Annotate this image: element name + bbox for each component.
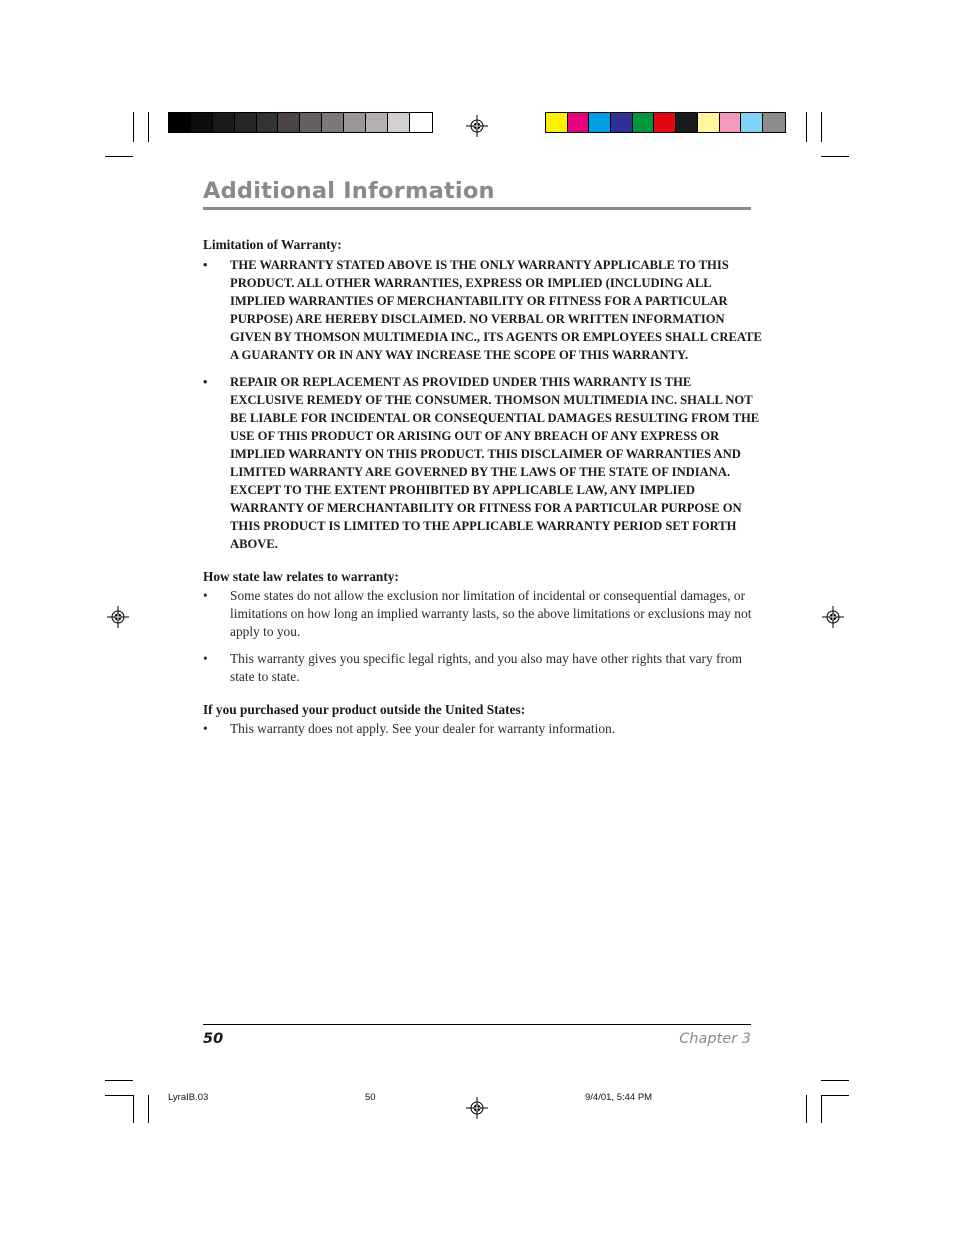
- bullet: •: [203, 651, 208, 666]
- crop-mark: [806, 1095, 807, 1123]
- color-swatch: [300, 113, 322, 132]
- crop-mark: [105, 1095, 133, 1096]
- color-swatch: [720, 113, 742, 132]
- bullet: •: [203, 588, 208, 603]
- crop-mark: [821, 1095, 849, 1096]
- crop-mark: [821, 1080, 849, 1081]
- crop-mark: [148, 1095, 149, 1123]
- color-swatch-bar: [545, 112, 786, 133]
- color-swatch: [568, 113, 590, 132]
- color-swatch: [366, 113, 388, 132]
- color-swatch: [698, 113, 720, 132]
- color-swatch: [410, 113, 432, 132]
- crop-mark: [821, 156, 849, 157]
- list-item: [203, 587, 763, 641]
- crop-mark: [133, 112, 134, 142]
- color-swatch: [741, 113, 763, 132]
- page-number: 50: [203, 1031, 224, 1047]
- color-swatch: [257, 113, 279, 132]
- color-swatch: [654, 113, 676, 132]
- color-swatch: [235, 113, 257, 132]
- color-swatch: [213, 113, 235, 132]
- gray-swatch-bar: [168, 112, 433, 133]
- crop-mark: [148, 112, 149, 142]
- footer-rule: [203, 1024, 751, 1025]
- crop-mark: [133, 1095, 134, 1123]
- color-swatch: [322, 113, 344, 132]
- color-swatch: [546, 113, 568, 132]
- crop-mark: [806, 112, 807, 142]
- title-rule: [203, 207, 751, 210]
- crop-mark: [105, 156, 133, 157]
- color-swatch: [611, 113, 633, 132]
- list-item-text: THE WARRANTY STATED ABOVE IS THE ONLY WARRANTY APPLICABLE TO THIS PRODUCT. ALL OTHER WARRANTIES, EXPRESS OR IMPLIED (INCLUDING ALL IMPLIED WARRANTIES OF MERCHANTABILITY OR FITNESS FOR A PARTICULAR PURPOSE) ARE HEREBY DISCLAIMED. NO VERBAL OR WRITTEN INFORMATION GIVEN BY THOMSON MULTIMEDIA INC., ITS AGENTS OR EMPLOYEES SHALL CREATE A GUARANTY OR IN ANY WAY INCREASE THE SCOPE OF THIS WARRANTY.: [230, 258, 762, 362]
- registration-mark-icon: [466, 1097, 488, 1119]
- crop-mark: [821, 112, 822, 142]
- slug-timestamp: 9/4/01, 5:44 PM: [585, 1092, 653, 1103]
- slug-file: LyraIB.03: [168, 1092, 209, 1103]
- crop-mark: [821, 1095, 822, 1123]
- color-swatch: [763, 113, 785, 132]
- color-swatch: [169, 113, 191, 132]
- chapter-label: Chapter 3: [679, 1031, 751, 1047]
- color-swatch: [278, 113, 300, 132]
- list-item: [203, 256, 763, 364]
- section-heading-limitation: Limitation of Warranty:: [203, 237, 342, 252]
- page-title: Additional Information: [203, 178, 495, 204]
- registration-mark-icon: [107, 606, 129, 628]
- list-item: [203, 373, 763, 553]
- bullet: •: [203, 258, 208, 272]
- list-item-text: This warranty gives you specific legal rights, and you also may have other rights that vary from state to state.: [230, 651, 743, 684]
- color-swatch: [676, 113, 698, 132]
- list-item: [203, 650, 763, 686]
- registration-mark-icon: [822, 606, 844, 628]
- color-swatch: [344, 113, 366, 132]
- crop-mark: [105, 1080, 133, 1081]
- limitation-list: [203, 256, 763, 553]
- color-swatch: [589, 113, 611, 132]
- list-item-text: REPAIR OR REPLACEMENT AS PROVIDED UNDER THIS WARRANTY IS THE EXCLUSIVE REMEDY OF THE CONSUMER. THOMSON MULTIMEDIA INC. SHALL NOT BE LIABLE FOR INCIDENTAL OR CONSEQUENTIAL DAMAGES RESULTING FROM THE USE OF THIS PRODUCT OR ARISING OUT OF ANY BREACH OF ANY EXPRESS OR IMPLIED WARRANTY ON THIS PRODUCT. THIS DISCLAIMER OF WARRANTIES AND LIMITED WARRANTY ARE GOVERNED BY THE LAWS OF THE STATE OF INDIANA. EXCEPT TO THE EXTENT PROHIBITED BY APPLICABLE LAW, ANY IMPLIED WARRANTY OF MERCHANTABILITY OR FITNESS FOR A PARTICULAR PURPOSE ON THIS PRODUCT IS LIMITED TO THE APPLICABLE WARRANTY PERIOD SET FORTH ABOVE.: [230, 375, 760, 551]
- section-heading-state-law: How state law relates to warranty:: [203, 569, 399, 584]
- color-swatch: [633, 113, 655, 132]
- bullet: •: [203, 375, 208, 389]
- bullet: •: [203, 721, 208, 736]
- section-heading-outside-us: If you purchased your product outside the United States:: [203, 702, 526, 717]
- slug-page: 50: [365, 1092, 376, 1103]
- registration-mark-icon: [466, 115, 488, 137]
- list-item-text: This warranty does not apply. See your dealer for warranty information.: [230, 721, 616, 736]
- list-item: [203, 720, 763, 738]
- state-law-list: [203, 587, 763, 686]
- color-swatch: [388, 113, 410, 132]
- list-item-text: Some states do not allow the exclusion nor limitation of incidental or consequential damages, or limitations on how long an implied warranty lasts, so the above limitations or exclusions may not apply to you.: [230, 588, 752, 639]
- color-swatch: [191, 113, 213, 132]
- outside-us-list: [203, 720, 763, 738]
- main-content: [203, 236, 763, 738]
